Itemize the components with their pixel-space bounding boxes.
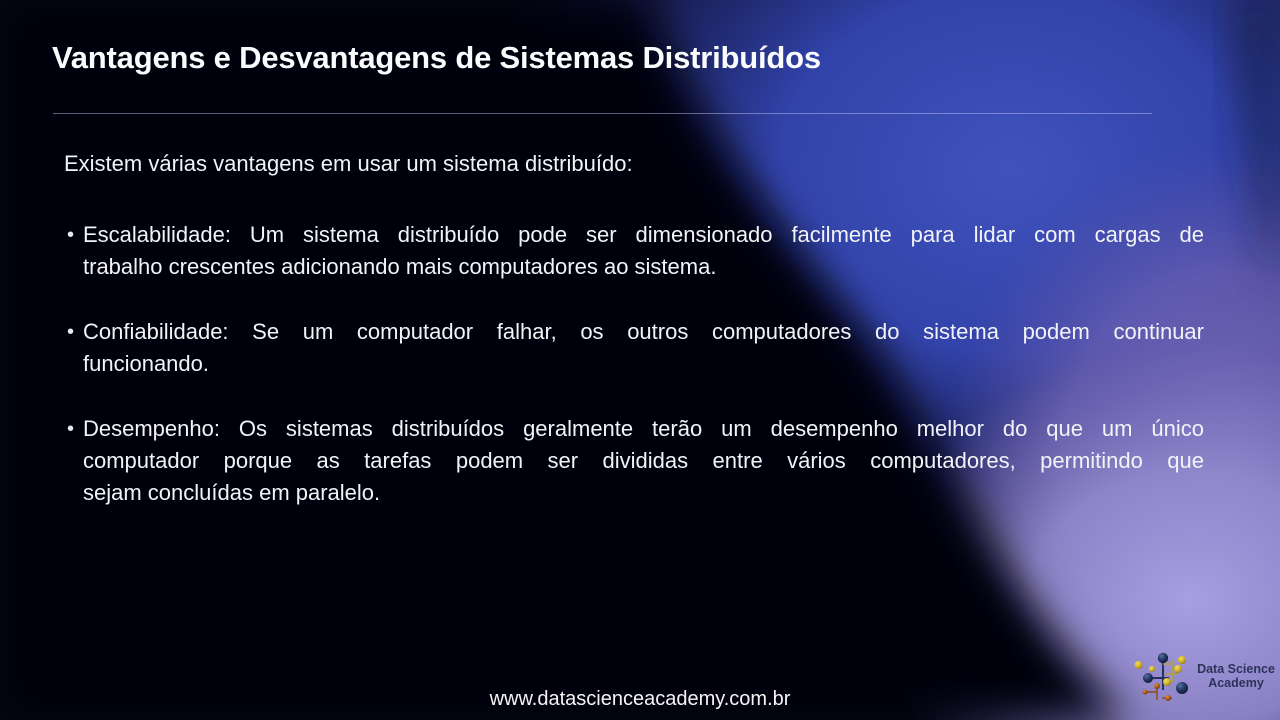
intro-text: Existem várias vantagens em usar um sistema distribuído:	[64, 151, 633, 176]
title-divider	[53, 113, 1152, 114]
bullet-line: Desempenho: Os sistemas distribuídos geralmente terão um desempenho melhor do que um único	[83, 416, 1204, 441]
bullet-item-escalabilidade	[67, 219, 1204, 283]
bullet-line: Escalabilidade: Um sistema distribuído pode ser dimensionado facilmente para lidar com cargas de	[83, 222, 1204, 247]
bullet-marker: •	[67, 418, 75, 440]
brand-logo	[1132, 650, 1278, 712]
bullet-line: computador porque as tarefas podem ser divididas entre vários computadores, permitindo que	[83, 448, 1204, 473]
bullet-line: sejam concluídas em paralelo.	[83, 480, 381, 505]
bullet-item-desempenho	[67, 413, 1204, 509]
bullet-line: funcionando.	[83, 351, 209, 376]
bullet-line: Confiabilidade: Se um computador falhar, os outros computadores do sistema podem continuar	[83, 319, 1204, 344]
bullet-list	[67, 219, 1204, 542]
footer-url: www.datascienceacademy.com.br	[489, 688, 791, 710]
bullet-line: trabalho crescentes adicionando mais computadores ao sistema.	[83, 254, 717, 279]
bullet-marker: •	[67, 321, 75, 343]
molecule-icon	[1132, 650, 1196, 710]
page-title: Vantagens e Desvantagens de Sistemas Distribuídos	[52, 40, 821, 75]
brand-name	[1194, 662, 1278, 690]
brand-name-line2: Academy	[1208, 676, 1264, 690]
bullet-item-confiabilidade	[67, 316, 1204, 380]
bullet-marker: •	[67, 224, 75, 246]
brand-name-line1: Data Science	[1197, 662, 1275, 676]
